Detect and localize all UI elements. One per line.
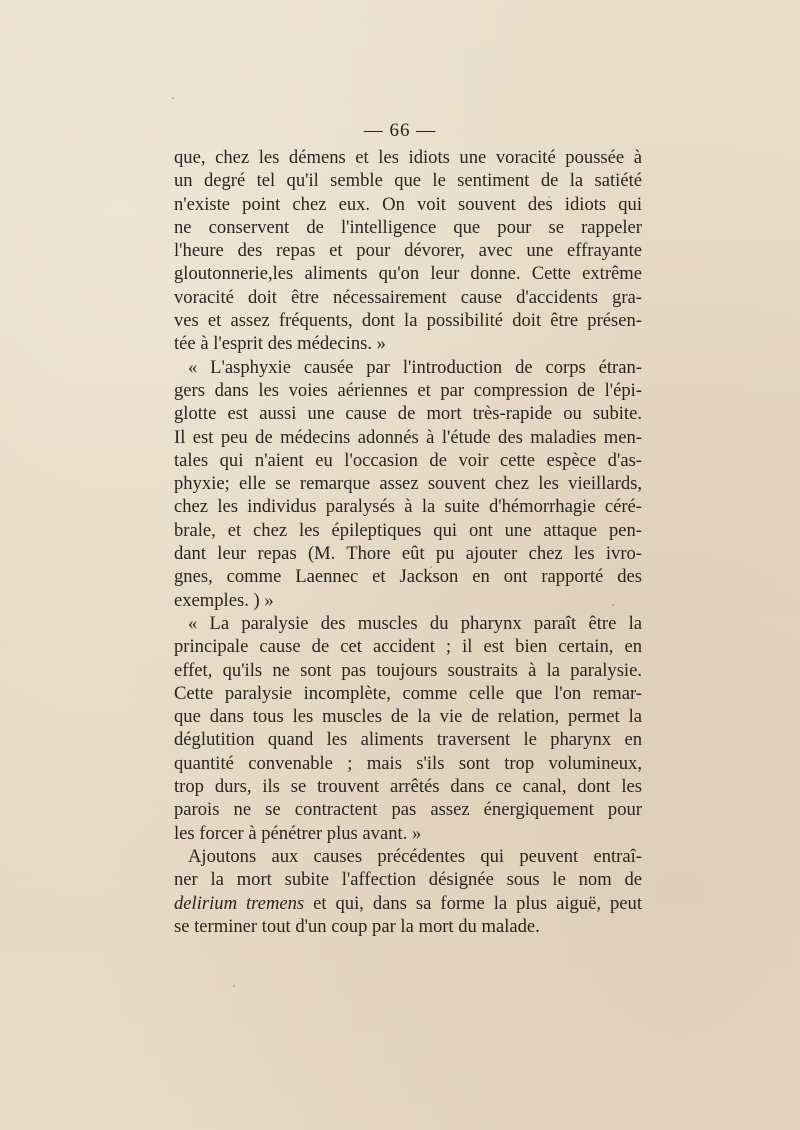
text-line: effet, qu'ils ne sont pas toujours soustraits à la paralysie. (174, 659, 642, 681)
text-line: que dans tous les muscles de la vie de relation, permet la (174, 706, 642, 728)
text-line: gers dans les voies aériennes et par compression de l'épi- (174, 379, 642, 401)
page-number: — 66 — (363, 120, 437, 141)
text-line: n'existe point chez eux. On voit souvent des idiots qui (174, 193, 642, 215)
text-line: l'heure des repas et pour dévorer, avec une effrayante (174, 240, 642, 262)
text-line: un degré tel qu'il semble que le sentiment de la satiété (174, 170, 642, 192)
text-line: exemples. ) » (174, 589, 274, 611)
text-line: que, chez les démens et les idiots une voracité poussée à (174, 147, 642, 168)
text-line: glotte est aussi une cause de mort très-rapide ou subite. (174, 403, 642, 425)
text-line: dant leur repas (M. Thore eût pu ajouter chez les ivro- (174, 543, 642, 565)
text-line: « L'asphyxie causée par l'introduction de corps étran- (188, 356, 642, 378)
text-line-rest: et qui, dans sa forme la plus aiguë, peut (304, 892, 642, 914)
italic-term: delirium tremens (174, 892, 305, 914)
paper-speck (430, 566, 432, 568)
text-line: se terminer tout d'un coup par la mort du malade. (174, 915, 540, 937)
text-line: les forcer à pénétrer plus avant. » (174, 822, 422, 844)
text-line: phyxie; elle se remarque assez souvent chez les vieillards, (174, 473, 642, 495)
paper-speck (548, 196, 550, 198)
text-line: parois ne se contractent pas assez énergiquement pour (174, 799, 642, 821)
text-line (174, 892, 642, 915)
text-line: gnes, comme Laennec et Jackson en ont rapporté des (174, 566, 642, 588)
text-line: Ajoutons aux causes précédentes qui peuvent entraî- (188, 845, 642, 867)
text-line: ves et assez fréquents, dont la possibilité doit être présen- (174, 310, 642, 332)
text-line: principale cause de cet accident ; il est bien certain, en (174, 636, 642, 658)
text-line: Cette paralysie incomplète, comme celle que l'on remar- (174, 682, 642, 704)
text-line: ner la mort subite l'affection désignée sous le nom de (174, 869, 642, 891)
text-line: voracité doit être nécessairement cause d'accidents gra- (174, 286, 642, 308)
text-line: quantité convenable ; mais s'ils sont trop volumineux, (174, 752, 642, 774)
text-line: déglutition quand les aliments traversent le pharynx en (174, 729, 642, 751)
text-line: chez les individus paralysés à la suite d'hémorrhagie céré- (174, 496, 642, 518)
text-line: gloutonnerie,les aliments qu'on leur donne. Cette extrême (174, 263, 642, 285)
paper-speck (233, 985, 235, 987)
body-text (174, 146, 642, 938)
text-line: « La paralysie des muscles du pharynx paraît être la (188, 612, 642, 634)
text-line: brale, et chez les épileptiques qui ont une attaque pen- (174, 519, 642, 541)
text-line: tales qui n'aient eu l'occasion de voir cette espèce d'as- (174, 449, 642, 471)
paper-speck (612, 604, 614, 606)
text-line: Il est peu de médecins adonnés à l'étude des maladies men- (174, 426, 642, 448)
paper-speck (172, 97, 174, 99)
text-line: trop durs, ils se trouvent arrêtés dans ce canal, dont les (174, 776, 642, 798)
text-line: ne conservent de l'intelligence que pour se rappeler (174, 216, 642, 238)
text-line: tée à l'esprit des médecins. » (174, 333, 386, 355)
